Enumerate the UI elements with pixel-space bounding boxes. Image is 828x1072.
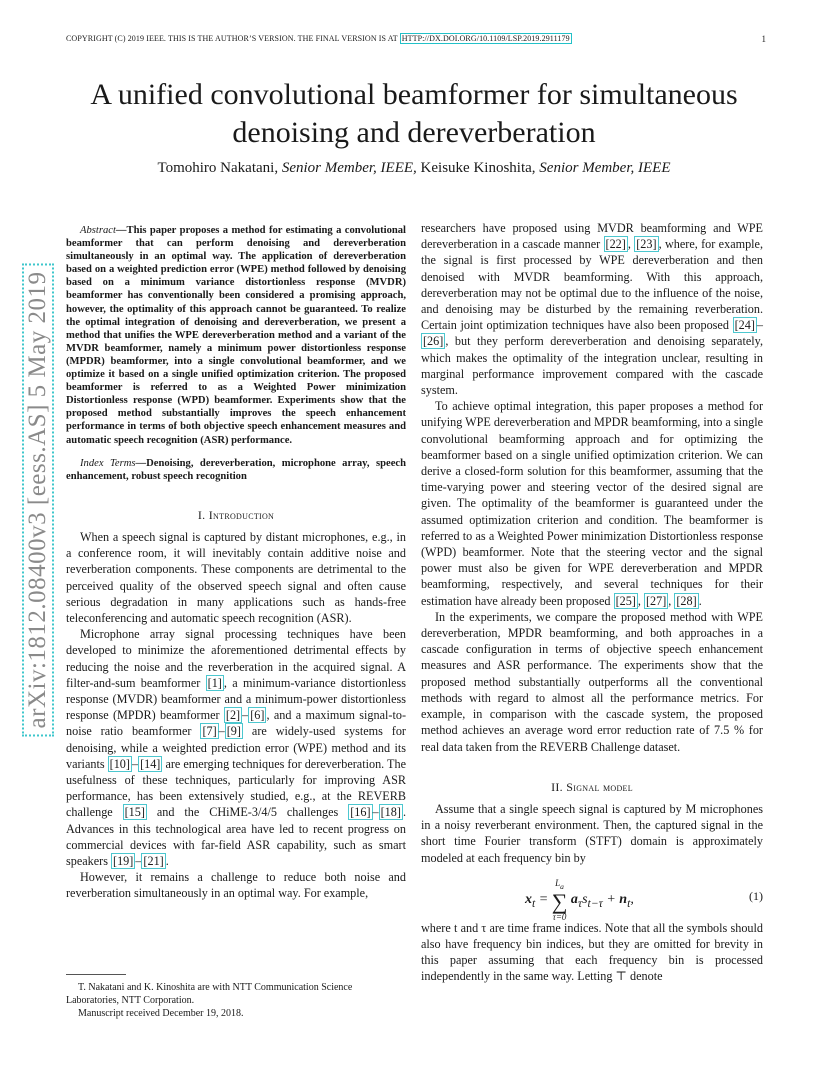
index-terms: [66, 457, 406, 483]
citation-link[interactable]: [25]: [615, 593, 636, 608]
affiliation-note: T. Nakatani and K. Kinoshita are with NTT Communication Science Laboratories, NTT Corporation.: [66, 982, 353, 1006]
eq-sub: t: [627, 896, 631, 910]
eq-sub: t−τ: [587, 896, 603, 910]
equation-body: [525, 878, 634, 922]
section-heading-introduction: [66, 507, 406, 523]
eq-sum-top-sub: a: [560, 881, 564, 891]
text-run: . Advances in this technological area have led to recent progress on commercial devices with far-field ASR capability, such as smart speakers: [66, 805, 406, 869]
citation-link[interactable]: [24]: [734, 318, 755, 333]
author-1: Tomohiro Nakatani,: [157, 160, 279, 176]
text-run: , and a maximum signal-to-noise ratio beamformer: [66, 708, 407, 739]
citation-link[interactable]: [10]: [109, 756, 130, 771]
arxiv-stamp: [22, 250, 54, 750]
citation-link[interactable]: [16]: [350, 805, 371, 820]
paragraph: researchers have proposed using MVDR beamforming and WPE dereverberation in a cascade manner [22] , [23] , where, for example, the signal is first processed by WPE dereverberation and then denoised with MVDR beamforming. With this approach, dereverberation may not be optimal due to the influence of the noise, and denoising may be disturbed by the remaining reverberation. Certain joint optimization techniques have also been proposed [24] –[26] , but they perform dereverberation and denoising separately, which makes the optimality of the integration unclear, resulting in marginal performance improvement compared with the cascade system.: [421, 221, 764, 398]
paragraph: where t and τ are time frame indices. Note that all the symbols should also have frequency bin indices, but they are omitted for brevity in this paper assuming that each frequency bin is processed independently in the same way. Letting ⊤ denote: [421, 920, 763, 984]
section-title: Signal model: [566, 779, 633, 794]
paragraph: Microphone array signal processing techniques have been developed to minimize the aforementioned detrimental effects by reducing the noise and the reverberation in the acquired signal. A filter-and-sum beamformer [1] , a minimum-variance distortionless response (MVDR) beamformer and a minimum-power distortionless response (MPDR) beamformer [2] – [6] , and a maximum signal-to-noise ratio beamformer [7] – [9] are widely-used systems for denoising, while a weighted prediction error (WPE) method and its variants [10] – [14] are emerging techniques for dereverberation. The usefulness of these techniques, particularly for improving ASR performance, has been extensively studied, e.g., at the REVERB challenge [15] and the CHiME-3/4/5 challenges [16] – [18] . Advances in this technological area have led to recent progress on commercial devices with far-field ASR capability, such as smart speakers [19] – [21] .: [66, 627, 407, 869]
text-run: .: [698, 593, 702, 608]
text-run: are emerging techniques for dereverberation. The usefulness of these techniques, particularly for improving ASR performance, has been extensively studied, e.g., at the REVERB challenge: [66, 756, 406, 820]
copyright-notice: COPYRIGHT (C) 2019 IEEE. THIS IS THE AUTHOR’S VERSION. THE FINAL VERSION IS AT: [66, 34, 398, 43]
text-run: and the CHiME-3/4/5 challenges: [146, 805, 349, 820]
citation-link[interactable]: [6]: [250, 708, 265, 723]
paper-title: A unified convolutional beamformer for simultaneous denoising and dereverberation: [90, 78, 738, 149]
citation-link[interactable]: [28]: [676, 593, 697, 608]
citation-link[interactable]: [26]: [423, 334, 444, 349]
eq-sum: [552, 878, 568, 922]
text-run: .: [165, 854, 169, 869]
text-run: , where, for example, the signal is first processed by WPE dereverberation and then denoised with MVDR beamforming. With this approach, dereverberation may not be optimal due to the influence of the noise, and denoising may be disturbed by the remaining reverberation. Certain joint optimization techniques have also been proposed: [421, 237, 764, 333]
footnote-rule: [66, 974, 126, 975]
index-terms-text: —Denoising, dereverberation, microphone array, speech enhancement, robust speech recognition: [66, 457, 406, 482]
eq-comma: ,: [630, 891, 634, 907]
paragraph: Assume that a single speech signal is captured by M microphones in a noisy reverberant environment. Then, the captured signal in the short time Fourier transform (STFT) domain is approximately modeled at each frequency bin by: [421, 801, 763, 865]
abstract-label: Abstract: [80, 225, 116, 236]
citation-link[interactable]: [23]: [636, 237, 657, 252]
author-1-role: Senior Member, IEEE,: [281, 160, 417, 176]
equation-number: (1): [749, 888, 763, 903]
running-header: [66, 34, 766, 43]
eq-equals: =: [535, 891, 552, 907]
citation-link[interactable]: [19]: [113, 854, 134, 869]
eq-n: n: [619, 891, 628, 907]
author-2: Keisuke Kinoshita,: [420, 160, 536, 176]
index-terms-label: Index Terms: [80, 457, 136, 469]
doi-link[interactable]: HTTP://DX.DOI.ORG/10.1109/LSP.2019.2911179: [401, 34, 570, 43]
eq-plus: +: [602, 891, 620, 907]
equation-1: [421, 870, 763, 922]
eq-sum-symbol: ∑: [551, 888, 568, 914]
page-number: 1: [761, 34, 766, 44]
author-2-role: Senior Member, IEEE: [539, 160, 671, 176]
manuscript-note: Manuscript received December 19, 2018.: [78, 1008, 244, 1019]
citation-link[interactable]: [18]: [380, 805, 401, 820]
citation-link[interactable]: [27]: [645, 593, 667, 608]
left-column: [66, 224, 406, 902]
eq-s: s: [582, 891, 588, 907]
eq-a: a: [570, 891, 578, 907]
abstract: [66, 224, 406, 447]
citation-link[interactable]: [15]: [124, 805, 145, 820]
right-column: [421, 220, 763, 985]
eq-x: x: [525, 891, 532, 907]
arxiv-stamp-text[interactable]: arXiv:1812.08400v3 [eess.AS] 5 May 2019: [22, 264, 54, 737]
citation-link[interactable]: [7]: [202, 724, 217, 739]
citation-link[interactable]: [22]: [605, 237, 626, 252]
text-run: researchers have proposed using MVDR beamforming and WPE dereverberation in a cascade manner: [421, 221, 763, 252]
paragraph: When a speech signal is captured by distant microphones, e.g., in a conference room, it will inevitably contain additive noise and reverberation components. These components are detrimental to the perceived quality of the observed speech signal and often cause serious degradation in many applications such as hands-free teleconferencing and automatic speech recognition (ASR).: [66, 529, 406, 625]
text-run: Microphone array signal processing techniques have been developed to minimize the aforementioned detrimental effects by reducing the noise and the reverberation in the acquired signal. A filter-and-sum beamformer: [66, 627, 406, 690]
citation-link[interactable]: [21]: [143, 854, 164, 869]
text-run: , a minimum-variance distortionless response (MVDR) beamformer and a minimum-power distortionless response (MPDR) beamformer: [66, 675, 406, 723]
section-number: I.: [197, 507, 206, 522]
text-run: are widely-used systems for denoising, while a weighted prediction error (WPE) method and its variants: [66, 724, 406, 771]
abstract-text: —This paper proposes a method for estimating a convolutional beamformer that can perform denoising and dereverberation simultaneously in an optimal way. The application of dereverberation based on a weighted prediction error (WPE) method followed by denoising based on a minimum variance distortionless response (MVDR) beamformer has conventionally been considered a promising approach, however, the optimality of this approach cannot be guaranteed. To realize the optimal integration of denoising and dereverberation, we present a method that unifies the WPE dereverberation method and a variant of the MVDR beamformer, namely a minimum power distortionless response (MPDR) beamformer, into a single convolutional beamformer, and we optimize it based on a single unified optimization criterion. The proposed beamformer is referred to as a Weighted Power minimization Distortionless response (WPD) beamformer. Experiments show that the proposed method substantially improves the speech enhancement performance in terms of both objective speech enhancement measures and automatic speech recognition (ASR) performance.: [66, 225, 406, 446]
citation-link[interactable]: [14]: [140, 756, 161, 771]
paragraph: However, it remains a challenge to reduce both noise and reverberation simultaneously in an optimal way. For example,: [66, 870, 406, 901]
section-title: Introduction: [208, 507, 275, 522]
footnote: [66, 974, 406, 1020]
eq-sum-top: L: [555, 877, 561, 888]
eq-sub: t: [532, 896, 536, 910]
paragraph: To achieve optimal integration, this paper proposes a method for unifying WPE dereverberation and MPDR beamforming, into a single convolutional beamforming approach and for optimizing the beamformer based on a single unified optimization criterion. We can derive a closed-form solution for this beamformer, assuming that the time-varying power and steering vector of the desired signal are given. The optimality of the beamformer is guaranteed under the assumed optimization criterion and condition. The beamformer is referred to as a Weighted Power minimization Distortionless response (WPD) beamformer. Note that the steering vector and the signal power must also be given for WPE dereverberation and MPDR beamforming, respectively, and several techniques for their estimation have already been proposed [25] , [27] , [28] .: [421, 399, 763, 608]
section-heading-signal-model: [421, 779, 763, 795]
text-run: , but they perform dereverberation and denoising separately, which makes the optimality of the integration unclear, resulting in marginal performance improvement compared with the cascade system.: [421, 334, 763, 398]
section-number: II.: [551, 779, 563, 794]
citation-link[interactable]: [9]: [226, 724, 241, 739]
citation-link[interactable]: [2]: [225, 708, 241, 723]
eq-sub: τ: [577, 896, 583, 910]
citation-link[interactable]: [1]: [207, 675, 222, 690]
eq-sum-lower: τ=0: [552, 911, 567, 922]
author-line: [60, 160, 768, 177]
text-run: To achieve optimal integration, this paper proposes a method for unifying WPE dereverberation and MPDR beamforming, into a single convolutional beamforming approach and for optimizing the beamformer based on a single unified optimization criterion. We can derive a closed-form solution for this beamformer, assuming that the time-varying power and steering vector of the desired signal are given. The optimality of the beamformer is guaranteed under the assumed optimization criterion and condition. The beamformer is referred to as a Weighted Power minimization Distortionless response (WPD) beamformer. Note that the steering vector and the signal power must also be given for WPE dereverberation and MPDR beamforming, respectively, and several techniques for their estimation have already been proposed: [421, 399, 763, 608]
paragraph: In the experiments, we compare the proposed method with WPE dereverberation, MPDR beamforming, and both approaches in a cascade configuration in terms of objective speech enhancement measures and ASR performance. The experiments show that the proposed method substantially outperforms all the conventional methods with regard to almost all the performance metrics. For example, in comparison with the cascade system, the proposed method achieves an average word error reduction rate of 7.5 % for real data taken from the REVERB Challenge dataset.: [421, 609, 763, 754]
